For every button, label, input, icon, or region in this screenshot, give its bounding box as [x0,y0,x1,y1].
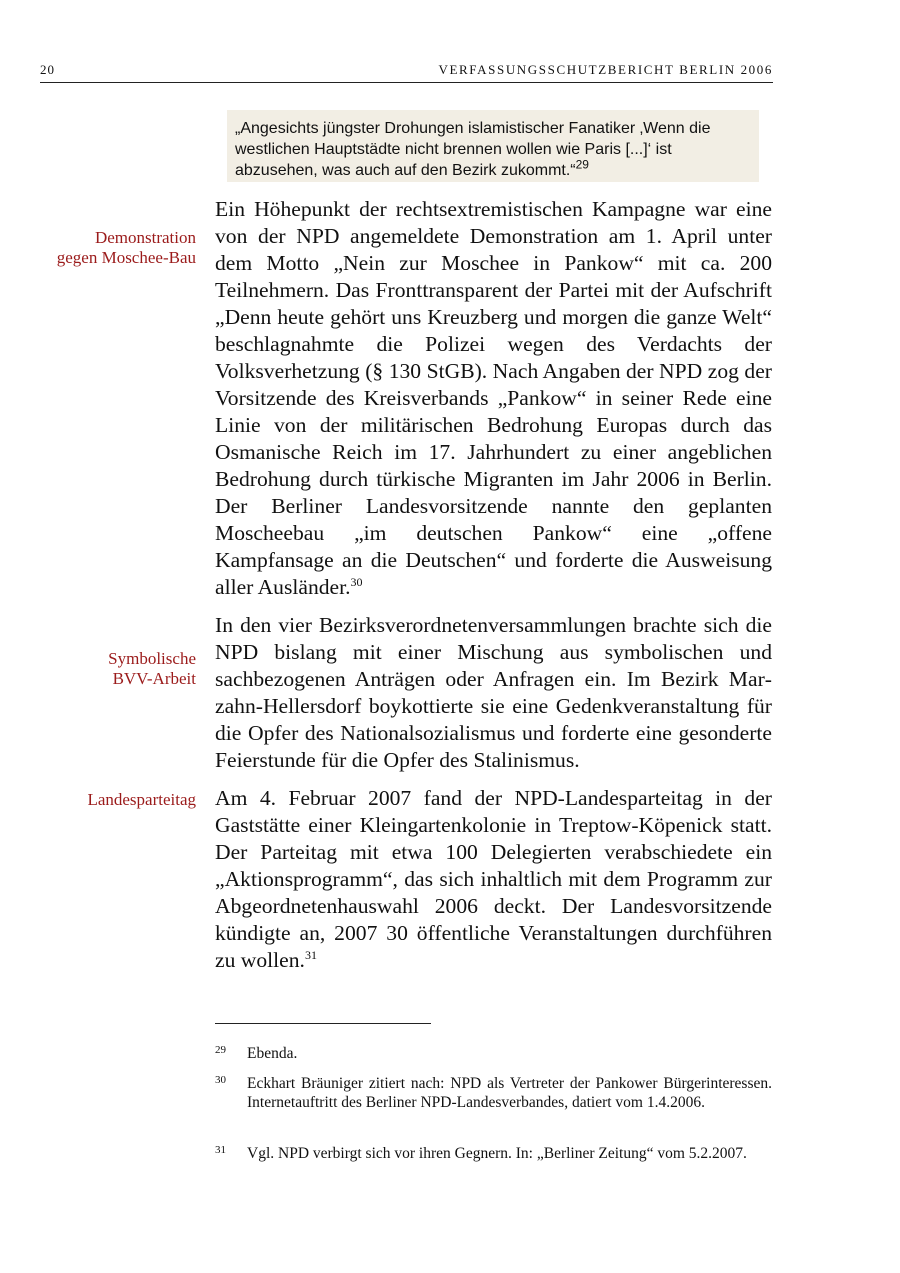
paragraph-text: Am 4. Februar 2007 fand der NPD-Landesparteitag in der Gaststätte einer Kleingartenkolonie in Treptow-Köpenick statt. Der Parteitag mit etwa 100 Delegierten verabschiedete ein „Aktionsprogramm“, das sich inhaltlich mit dem Programm zur Abgeordnetenhauswahl 2006 deckt. Der Landesvorsitzende kündigte an, 2007 30 öffentliche Veranstaltungen durchführen zu wollen. [215,786,772,972]
paragraph-text: Ein Höhepunkt der rechtsextremistischen Kampagne war eine von der NPD angemeldete Demonstration am 1. April unter dem Motto „Nein zur Moschee in Pankow“ mit ca. 200 Teilnehmern. Das Fronttransparent der Partei mit der Aufschrift „Denn heute gehört uns Kreuzberg und morgen die ganze Welt“ beschlagnahmte die Polizei wegen des Verdachts der Volksverhetzung (§ 130 StGB). Nach Angaben der NPD zog der Vorsitzende des Kreisverbands „Pankow“ in seiner Rede eine Linie von der militärischen Bedrohung Europas durch das Osmanische Reich im 17. Jahrhundert zu einer angeblichen Bedrohung durch türkische Migranten im Jahr 2006 in Berlin. Der Berliner Landesvorsitzende nannte den geplanten Moscheebau „im deutschen Pankow“ eine „offene Kampfansage an die Deutschen“ und forderte die Ausweisung aller Ausländer. [215,197,772,599]
margin-note-line: Symbolische [108,649,196,668]
margin-note-line: Demonstration [94,228,196,247]
footnote-text: Eckhart Bräuniger zitiert nach: NPD als Vertreter der Pankower Bürgerinteressen. Internetauftritt des Berliner NPD-Landesverbandes, datiert vom 1.4.2006. [247,1075,772,1111]
footnote-ref: 31 [304,947,317,962]
quote-footnote-ref: 29 [575,157,589,172]
margin-note-line: Landesparteitag [87,790,196,809]
quote-text: „Angesichts jüngster Drohungen islamistischer Fanatiker ‚Wenn die westlichen Hauptstädte nicht brennen wollen wie Paris [...]‘ ist abzusehen, was auch auf den Bezirk zukommt.“ [235,120,711,179]
paragraph-bvv [215,612,772,774]
footnote-number: 31 [215,1144,226,1156]
footnote-number: 29 [215,1044,226,1056]
footnote-text: Vgl. NPD verbirgt sich vor ihren Gegnern. In: „Berliner Zeitung“ vom 5.2.2007. [247,1145,747,1162]
page-number: 20 [40,62,55,77]
footnote-text: Ebenda. [247,1045,298,1062]
footnote-separator [215,1023,431,1024]
footnote-ref: 30 [350,574,363,589]
margin-note-line: BVV-Arbeit [112,669,196,688]
page-header [40,62,773,83]
margin-note-bvv [108,649,196,689]
quote-box [227,110,759,182]
margin-note-line: gegen Moschee-Bau [56,248,196,267]
margin-note-parteitag [87,790,196,810]
paragraph-demonstration [215,196,772,601]
paragraph-text: In den vier Bezirksverordnetenversammlungen brachte sich die NPD bislang mit einer Mischung aus symbolischen und sachbezogenen Anträgen oder Anfragen ein. Im Bezirk Marzahn-Hellersdorf boykottierte sie eine Gedenkveranstaltung für die Opfer des Nationalsozialismus und forderte eine gesonderte Feierstunde für die Opfer des Stalinismus. [215,613,772,772]
running-title: VERFASSUNGSSCHUTZBERICHT BERLIN 2006 [438,62,773,77]
footnote-number: 30 [215,1074,226,1086]
paragraph-parteitag [215,785,772,974]
margin-note-demonstration [57,228,196,268]
